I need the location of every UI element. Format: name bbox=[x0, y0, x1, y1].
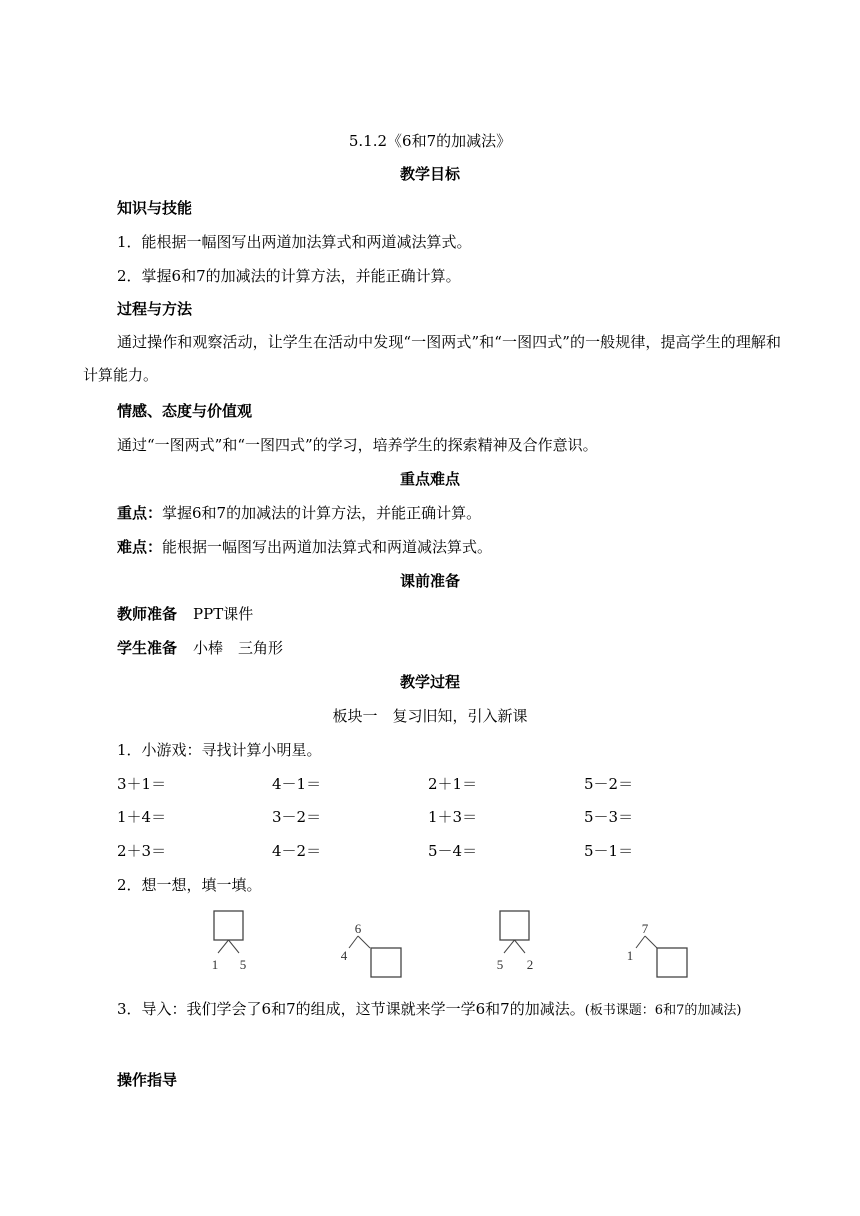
equation: 4－2＝ bbox=[272, 842, 322, 860]
process-item-2: 2．想一想，填一填。 bbox=[117, 876, 262, 894]
subheading-process-method: 过程与方法 bbox=[117, 300, 193, 318]
subheading-knowledge-skills: 知识与技能 bbox=[117, 199, 193, 217]
subheading-attitude-values: 情感、态度与价值观 bbox=[117, 402, 253, 420]
equation: 3＋1＝ bbox=[117, 775, 167, 793]
goal-item-1: 1．能根据一幅图写出两道加法算式和两道减法算式。 bbox=[117, 233, 472, 251]
key-point-text: 掌握6和7的加减法的计算方法，并能正确计算。 bbox=[162, 504, 482, 522]
number-diagram bbox=[212, 911, 247, 972]
key-point-label: 重点： bbox=[117, 504, 163, 522]
diagram-left-number: 1 bbox=[626, 948, 634, 963]
process-item-3 bbox=[83, 993, 781, 1027]
difficulty-label: 难点： bbox=[117, 538, 163, 556]
number-diagram bbox=[497, 911, 534, 972]
number-diagram bbox=[341, 921, 401, 977]
teacher-prep-text: PPT课件 bbox=[193, 605, 254, 623]
teacher-prep-label: 教师准备 bbox=[117, 605, 178, 623]
equation: 2＋3＝ bbox=[117, 842, 167, 860]
equation: 5－4＝ bbox=[428, 842, 478, 860]
number-diagram bbox=[627, 921, 687, 977]
attitude-values-text: 通过“一图两式”和“一图四式”的学习，培养学生的探索精神及合作意识。 bbox=[117, 436, 598, 454]
student-prep-label: 学生准备 bbox=[117, 639, 178, 657]
diagram-top-number: 7 bbox=[641, 921, 649, 936]
diagram-right-number: 5 bbox=[239, 957, 247, 972]
equation: 4－1＝ bbox=[272, 775, 322, 793]
block-one-title: 板块一 复习旧知，引入新课 bbox=[332, 707, 528, 725]
equation: 2＋1＝ bbox=[428, 775, 478, 793]
goal-item-2: 2．掌握6和7的加减法的计算方法，并能正确计算。 bbox=[117, 267, 461, 285]
heading-key-points: 重点难点 bbox=[399, 470, 460, 488]
diagram-left-number: 5 bbox=[496, 957, 504, 972]
equation: 5－1＝ bbox=[584, 842, 634, 860]
key-point-line bbox=[117, 503, 481, 523]
process-item-1: 1．小游戏：寻找计算小明星。 bbox=[117, 741, 322, 759]
difficulty-line bbox=[117, 537, 492, 557]
process-method-paragraph: 通过操作和观察活动，让学生在活动中发现“一图两式”和“一图四式”的一般规律，提高学生的理解和计算能力。 bbox=[83, 333, 781, 384]
equation: 5－2＝ bbox=[584, 775, 634, 793]
heading-teaching-goals: 教学目标 bbox=[399, 165, 460, 183]
equation: 3－2＝ bbox=[272, 808, 322, 826]
diagram-top-number: 6 bbox=[354, 921, 362, 936]
board-title-note: (板书课题：6和7的加减法) bbox=[584, 1003, 742, 1018]
process-item-3-text: 3．导入：我们学会了6和7的组成，这节课就来学一学6和7的加减法。 bbox=[117, 1000, 585, 1018]
equation: 1＋3＝ bbox=[428, 808, 478, 826]
heading-teaching-process: 教学过程 bbox=[399, 673, 460, 691]
diagram-right-number: 2 bbox=[526, 957, 534, 972]
diagram-left-number: 1 bbox=[211, 957, 219, 972]
heading-preparation: 课前准备 bbox=[399, 572, 460, 590]
document-title: 5.1.2《6和7的加减法》 bbox=[348, 132, 512, 150]
student-prep-text: 小棒 三角形 bbox=[193, 639, 284, 657]
student-prep-line bbox=[117, 638, 283, 658]
diagram-left-number: 4 bbox=[340, 948, 348, 963]
equation: 5－3＝ bbox=[584, 808, 634, 826]
number-diagrams bbox=[0, 905, 860, 985]
equation: 1＋4＝ bbox=[117, 808, 167, 826]
difficulty-text: 能根据一幅图写出两道加法算式和两道减法算式。 bbox=[162, 538, 493, 556]
teacher-prep-line bbox=[117, 604, 253, 624]
subheading-operation-guide: 操作指导 bbox=[117, 1071, 178, 1089]
